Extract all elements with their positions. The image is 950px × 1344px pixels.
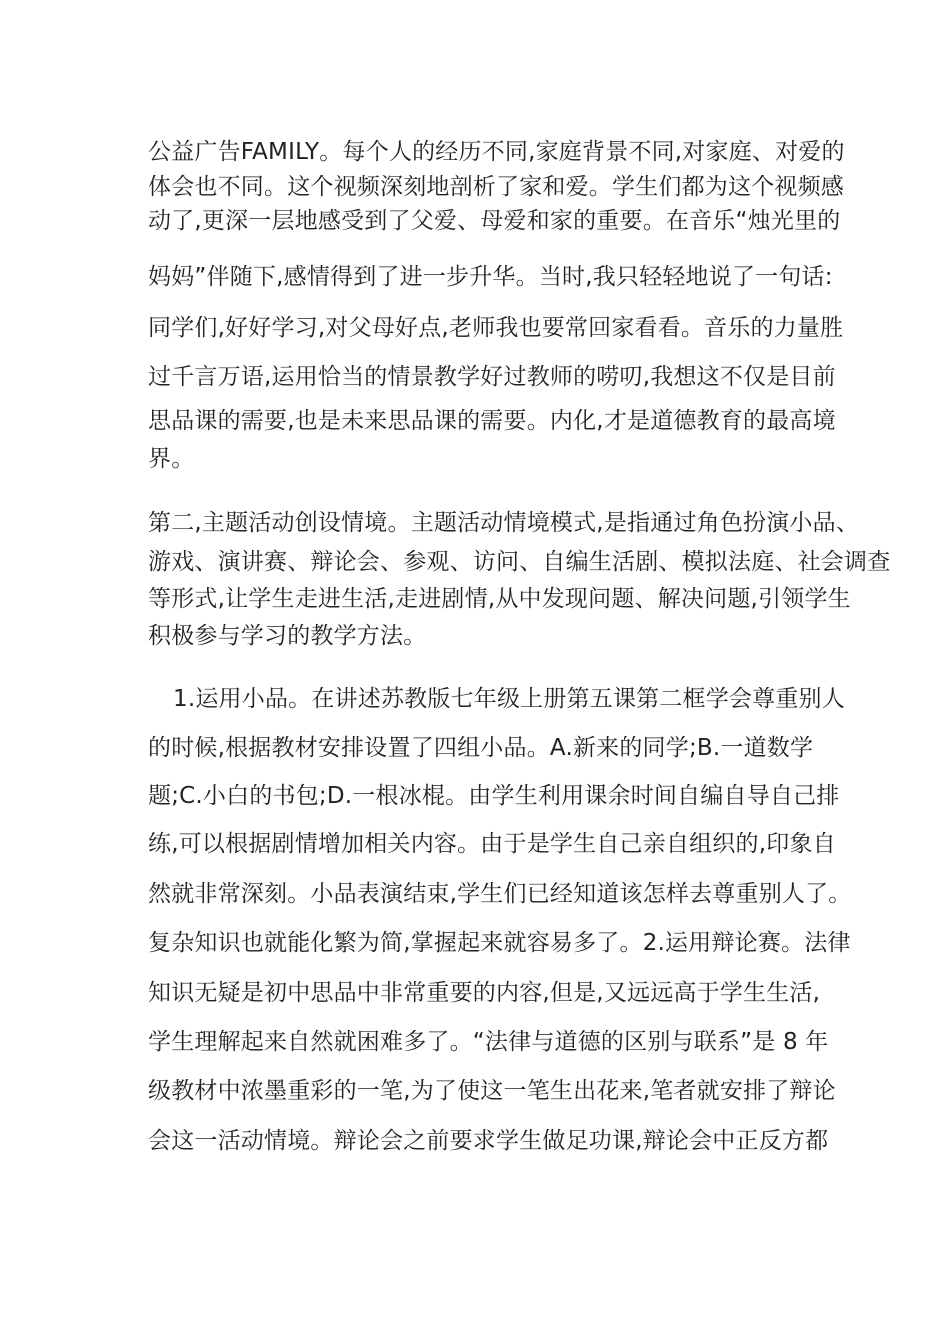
text-line: 的时候,根据教材安排设置了四组小品。A.新来的同学;B.一道数学 xyxy=(148,735,814,761)
text-line: 会这一活动情境。辩论会之前要求学生做足功课,辩论会中正反方都 xyxy=(148,1128,829,1154)
text-line: 第二,主题活动创设情境。主题活动情境模式,是指通过角色扮演小品、 xyxy=(148,510,860,536)
text-line: 练,可以根据剧情增加相关内容。由于是学生自己亲自组织的,印象自 xyxy=(148,831,836,857)
text-line: 等形式,让学生走进生活,走进剧情,从中发现问题、解决问题,引领学生 xyxy=(148,586,851,612)
text-line: 妈妈”伴随下,感情得到了进一步升华。当时,我只轻轻地说了一句话: xyxy=(148,264,833,290)
text-line: 学生理解起来自然就困难多了。“法律与道德的区别与联系”是 8 年 xyxy=(148,1029,829,1055)
text-line: 级教材中浓墨重彩的一笔,为了使这一笔生出花来,笔者就安排了辩论 xyxy=(148,1078,836,1104)
text-line: 过千言万语,运用恰当的情景教学好过教师的唠叨,我想这不仅是目前 xyxy=(148,364,836,390)
text-line: 游戏、演讲赛、辩论会、参观、访问、自编生活剧、模拟法庭、社会调查 xyxy=(148,549,891,575)
text-line: 题;C.小白的书包;D.一根冰棍。由学生利用课余时间自编自导自己排 xyxy=(148,783,840,809)
text-line: 思品课的需要,也是未来思品课的需要。内化,才是道德教育的最高境 xyxy=(148,408,836,434)
text-line: 体会也不同。这个视频深刻地剖析了家和爱。学生们都为这个视频感 xyxy=(148,174,844,200)
text-line: 界。 xyxy=(148,446,195,472)
text-line: 动了,更深一层地感受到了父爱、母爱和家的重要。在音乐“烛光里的 xyxy=(148,208,841,234)
text-line: 知识无疑是初中思品中非常重要的内容,但是,又远远高于学生生活, xyxy=(148,980,821,1006)
text-line: 1.运用小品。在讲述苏教版七年级上册第五课第二框学会尊重别人 xyxy=(173,686,845,712)
text-line: 同学们,好好学习,对父母好点,老师我也要常回家看看。音乐的力量胜 xyxy=(148,315,844,341)
text-line: 然就非常深刻。小品表演结束,学生们已经知道该怎样去尊重别人了。 xyxy=(148,881,852,907)
text-line: 公益广告FAMILY。每个人的经历不同,家庭背景不同,对家庭、对爱的 xyxy=(148,139,845,165)
text-line: 复杂知识也就能化繁为简,掌握起来就容易多了。2.运用辩论赛。法律 xyxy=(148,930,851,956)
text-line: 积极参与学习的教学方法。 xyxy=(148,623,427,649)
